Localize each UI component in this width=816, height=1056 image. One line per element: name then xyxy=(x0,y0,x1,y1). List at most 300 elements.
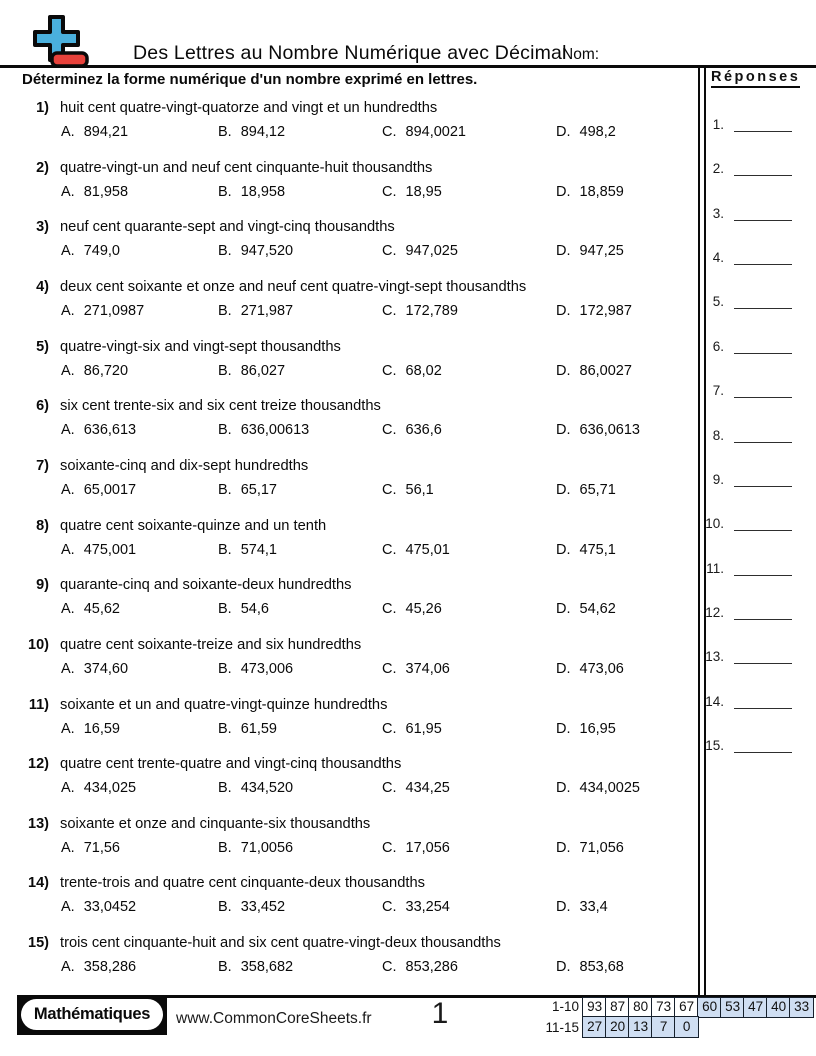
name-label: Nom: xyxy=(562,46,600,63)
answer-option-c xyxy=(382,780,450,796)
question-number: 12) xyxy=(28,756,49,773)
answer-option-a xyxy=(61,363,128,379)
answer-blank-line xyxy=(734,220,792,221)
question-block xyxy=(28,875,690,931)
answer-option-b xyxy=(218,243,293,259)
score-cell: 80 xyxy=(628,997,653,1018)
question-block xyxy=(28,577,690,633)
score-cell: 13 xyxy=(628,1016,653,1038)
score-range-label: 11-15 xyxy=(545,1019,579,1035)
answer-blank-number: 7. xyxy=(712,383,724,399)
option-letter: C. xyxy=(382,660,397,677)
question-number: 5) xyxy=(36,338,49,355)
option-value: 947,25 xyxy=(579,243,624,260)
answer-blank-line xyxy=(734,131,792,132)
option-value: 374,06 xyxy=(405,660,450,677)
answer-option-a xyxy=(61,482,136,498)
option-letter: C. xyxy=(382,959,397,976)
question-text: soixante et onze and cinquante-six thousandths xyxy=(60,815,371,832)
score-grid-row xyxy=(540,1018,814,1039)
answer-option-d xyxy=(556,542,616,558)
option-value: 172,987 xyxy=(579,302,632,319)
option-value: 33,0452 xyxy=(83,899,137,916)
option-letter: B. xyxy=(218,183,232,200)
option-value: 16,59 xyxy=(83,720,120,737)
question-block xyxy=(28,458,690,514)
option-value: 86,0027 xyxy=(579,362,632,379)
answer-option-b xyxy=(218,959,293,975)
answer-option-b xyxy=(218,721,277,737)
answer-option-b xyxy=(218,184,285,200)
answer-option-d xyxy=(556,363,632,379)
option-letter: A. xyxy=(61,601,75,618)
answer-blank-number: 9. xyxy=(712,471,724,487)
option-value: 434,25 xyxy=(405,780,450,797)
option-letter: C. xyxy=(382,243,397,260)
option-letter: A. xyxy=(61,302,75,319)
question-number: 15) xyxy=(28,935,49,952)
answer-option-d xyxy=(556,184,624,200)
answer-blank-line xyxy=(734,442,792,443)
header-divider xyxy=(0,65,816,68)
option-letter: D. xyxy=(556,422,571,439)
option-value: 475,001 xyxy=(83,541,137,558)
question-block xyxy=(28,100,690,156)
option-value: 271,987 xyxy=(240,302,294,319)
answer-option-a xyxy=(61,184,128,200)
question-block xyxy=(28,637,690,693)
score-cell: 0 xyxy=(674,1016,699,1038)
question-number: 11) xyxy=(28,696,49,713)
answer-blank-line xyxy=(734,663,792,664)
answer-blank-number: 2. xyxy=(712,161,724,177)
option-letter: D. xyxy=(556,302,571,319)
option-letter: A. xyxy=(61,720,75,737)
answer-option-b xyxy=(218,363,285,379)
option-letter: C. xyxy=(382,601,397,618)
option-letter: C. xyxy=(382,780,397,797)
answer-blank-item xyxy=(698,516,810,536)
option-value: 853,68 xyxy=(579,959,624,976)
option-letter: A. xyxy=(61,362,75,379)
option-letter: D. xyxy=(556,660,571,677)
answer-option-c xyxy=(382,721,442,737)
option-value: 498,2 xyxy=(579,124,616,140)
answer-option-a xyxy=(61,840,120,856)
option-letter: C. xyxy=(382,124,397,140)
question-number: 1) xyxy=(36,100,49,116)
option-letter: A. xyxy=(61,839,75,856)
answer-option-a xyxy=(61,601,120,617)
option-letter: B. xyxy=(218,243,232,260)
answer-option-c xyxy=(382,482,434,498)
answer-blank-item xyxy=(698,250,810,270)
option-value: 947,025 xyxy=(405,243,458,260)
score-grid-row xyxy=(540,997,814,1018)
question-block xyxy=(28,756,690,812)
option-letter: C. xyxy=(382,183,397,200)
score-cell: 53 xyxy=(720,997,745,1018)
answer-blank-line xyxy=(734,486,792,487)
option-value: 33,254 xyxy=(405,899,450,916)
option-value: 54,62 xyxy=(579,601,616,618)
option-value: 68,02 xyxy=(405,362,442,379)
answer-option-d xyxy=(556,243,624,259)
option-value: 18,958 xyxy=(240,183,286,200)
option-letter: A. xyxy=(61,660,75,677)
answer-blank-item xyxy=(698,206,810,226)
question-text: quarante-cinq and soixante-deux hundredths xyxy=(60,577,352,594)
option-value: 636,00613 xyxy=(240,422,310,439)
question-text: neuf cent quarante-sept and vingt-cinq thousandths xyxy=(60,219,395,236)
option-value: 434,0025 xyxy=(579,780,640,797)
answer-blank-line xyxy=(734,752,792,753)
answer-option-b xyxy=(218,422,309,438)
option-letter: C. xyxy=(382,362,397,379)
question-text: six cent trente-six and six cent treize thousandths xyxy=(60,398,381,415)
question-number: 8) xyxy=(36,517,49,534)
answer-blank-number: 11. xyxy=(706,560,724,576)
question-number: 14) xyxy=(28,875,49,892)
option-letter: B. xyxy=(218,959,232,976)
option-letter: C. xyxy=(382,422,397,439)
answer-blank-item xyxy=(698,117,810,137)
option-value: 434,520 xyxy=(240,780,294,797)
option-value: 33,4 xyxy=(579,899,608,916)
option-value: 475,01 xyxy=(405,541,450,558)
answer-blank-number: 8. xyxy=(712,427,724,443)
answer-option-c xyxy=(382,363,442,379)
option-value: 947,520 xyxy=(240,243,294,260)
question-block xyxy=(28,398,690,454)
question-number: 9) xyxy=(36,577,49,594)
answer-option-a xyxy=(61,780,136,796)
answer-option-d xyxy=(556,899,608,915)
question-number: 4) xyxy=(36,278,49,295)
option-value: 475,1 xyxy=(579,541,616,558)
answer-blank-number: 5. xyxy=(712,294,724,310)
option-value: 65,17 xyxy=(240,481,277,498)
answer-option-b xyxy=(218,601,269,617)
option-value: 374,60 xyxy=(83,660,129,677)
question-block xyxy=(28,816,690,872)
option-value: 61,59 xyxy=(240,720,277,737)
option-letter: B. xyxy=(218,302,232,319)
option-value: 45,62 xyxy=(83,601,120,618)
answer-option-d xyxy=(556,124,616,140)
question-block xyxy=(28,279,690,335)
option-value: 636,613 xyxy=(83,422,137,439)
option-letter: D. xyxy=(556,601,571,618)
answer-option-a xyxy=(61,303,144,319)
option-value: 172,789 xyxy=(405,302,458,319)
option-letter: B. xyxy=(218,541,232,558)
answer-blank-item xyxy=(698,649,810,669)
answer-blank-line xyxy=(734,397,792,398)
question-block xyxy=(28,697,690,753)
option-value: 749,0 xyxy=(83,243,120,260)
answer-blank-line xyxy=(734,175,792,176)
answer-blank-line xyxy=(734,575,792,576)
answer-option-b xyxy=(218,124,285,140)
score-cell: 7 xyxy=(651,1016,676,1038)
answer-blank-item xyxy=(698,605,810,625)
page-number: 1 xyxy=(431,997,449,1030)
option-letter: B. xyxy=(218,362,232,379)
option-letter: A. xyxy=(61,124,75,140)
answer-option-b xyxy=(218,840,293,856)
answer-blank-line xyxy=(734,530,792,531)
score-cell: 73 xyxy=(651,997,676,1018)
commoncoresheets-logo-icon xyxy=(20,13,92,71)
option-letter: D. xyxy=(556,124,571,140)
option-value: 71,56 xyxy=(83,839,120,856)
option-value: 71,0056 xyxy=(240,839,294,856)
option-letter: D. xyxy=(556,959,571,976)
option-value: 16,95 xyxy=(579,720,616,737)
answer-blank-item xyxy=(698,561,810,581)
option-letter: B. xyxy=(218,422,232,439)
question-text: huit cent quatre-vingt-quatorze and vingt et un hundredths xyxy=(60,100,438,116)
answer-blank-number: 14. xyxy=(705,693,724,709)
answer-option-c xyxy=(382,184,442,200)
answer-option-c xyxy=(382,542,450,558)
score-cell: 33 xyxy=(789,997,814,1018)
option-value: 33,452 xyxy=(240,899,286,916)
answers-header: Réponses xyxy=(711,69,800,88)
option-letter: D. xyxy=(556,243,571,260)
page-title: Des Lettres au Nombre Numérique avec Décimal xyxy=(133,42,567,64)
option-letter: C. xyxy=(382,839,397,856)
score-cell: 67 xyxy=(674,997,699,1018)
answer-option-a xyxy=(61,124,128,140)
answer-blank-line xyxy=(734,353,792,354)
option-value: 636,0613 xyxy=(579,422,640,439)
answer-option-d xyxy=(556,422,640,438)
option-letter: A. xyxy=(61,183,75,200)
question-block xyxy=(28,518,690,574)
option-value: 894,0021 xyxy=(405,124,466,140)
answer-option-c xyxy=(382,601,442,617)
question-number: 6) xyxy=(36,398,49,415)
answer-blank-line xyxy=(734,708,792,709)
option-letter: D. xyxy=(556,720,571,737)
option-letter: A. xyxy=(61,959,75,976)
answer-blank-line xyxy=(734,264,792,265)
answer-option-c xyxy=(382,303,458,319)
answer-blank-item xyxy=(698,428,810,448)
answer-option-a xyxy=(61,721,120,737)
option-letter: A. xyxy=(61,422,75,439)
option-letter: B. xyxy=(218,839,232,856)
answer-option-b xyxy=(218,482,277,498)
question-number: 10) xyxy=(28,636,49,653)
answer-option-a xyxy=(61,542,136,558)
option-value: 636,6 xyxy=(405,422,442,439)
answer-option-d xyxy=(556,661,624,677)
answer-blank-number: 6. xyxy=(712,338,724,354)
question-text: deux cent soixante et onze and neuf cent quatre-vingt-sept thousandths xyxy=(60,278,527,295)
option-letter: B. xyxy=(218,601,232,618)
answer-option-d xyxy=(556,721,616,737)
answer-option-a xyxy=(61,422,136,438)
option-letter: A. xyxy=(61,899,75,916)
option-letter: B. xyxy=(218,899,232,916)
option-value: 18,859 xyxy=(579,183,624,200)
answer-blank-item xyxy=(698,383,810,403)
score-grid xyxy=(540,997,814,1038)
option-value: 86,027 xyxy=(240,362,286,379)
option-value: 56,1 xyxy=(405,481,434,498)
question-block xyxy=(28,339,690,395)
question-text: quatre-vingt-un and neuf cent cinquante-huit thousandths xyxy=(60,159,433,176)
question-number: 2) xyxy=(36,159,49,176)
answer-blank-number: 3. xyxy=(712,205,724,221)
option-value: 65,0017 xyxy=(83,481,137,498)
option-letter: C. xyxy=(382,720,397,737)
answer-blank-number: 12. xyxy=(705,604,724,620)
website-text: www.CommonCoreSheets.fr xyxy=(176,1010,372,1027)
option-value: 358,682 xyxy=(240,959,294,976)
instruction-text: Déterminez la forme numérique d'un nombre exprimé en lettres. xyxy=(22,71,478,88)
option-value: 71,056 xyxy=(579,839,624,856)
question-block xyxy=(28,219,690,275)
question-block xyxy=(28,160,690,216)
answer-blank-line xyxy=(734,619,792,620)
option-value: 18,95 xyxy=(405,183,442,200)
answer-option-d xyxy=(556,601,616,617)
option-letter: B. xyxy=(218,481,232,498)
question-text: trois cent cinquante-huit and six cent quatre-vingt-deux thousandths xyxy=(60,935,501,952)
answer-option-a xyxy=(61,899,136,915)
answer-option-c xyxy=(382,124,466,140)
option-letter: C. xyxy=(382,541,397,558)
answer-option-d xyxy=(556,959,624,975)
score-cell: 27 xyxy=(582,1016,607,1038)
option-value: 473,006 xyxy=(240,660,294,677)
answer-option-c xyxy=(382,661,450,677)
answer-blank-item xyxy=(698,339,810,359)
option-value: 473,06 xyxy=(579,660,624,677)
answer-option-d xyxy=(556,303,632,319)
answer-blank-number: 1. xyxy=(712,117,724,132)
option-letter: B. xyxy=(218,720,232,737)
option-value: 574,1 xyxy=(240,541,277,558)
option-value: 54,6 xyxy=(240,601,269,618)
answer-option-c xyxy=(382,840,450,856)
answer-blank-item xyxy=(698,472,810,492)
option-value: 434,025 xyxy=(83,780,137,797)
answer-option-b xyxy=(218,542,277,558)
question-text: quatre cent soixante-quinze and un tenth xyxy=(60,517,327,534)
answer-blank-item xyxy=(698,694,810,714)
option-value: 45,26 xyxy=(405,601,442,618)
question-text: soixante et un and quatre-vingt-quinze hundredths xyxy=(60,696,388,713)
option-letter: D. xyxy=(556,481,571,498)
option-letter: B. xyxy=(218,660,232,677)
option-letter: B. xyxy=(218,124,232,140)
answer-option-c xyxy=(382,899,450,915)
answer-option-a xyxy=(61,661,128,677)
answer-blank-line xyxy=(734,308,792,309)
option-value: 358,286 xyxy=(83,959,137,976)
option-value: 81,958 xyxy=(83,183,129,200)
option-letter: D. xyxy=(556,899,571,916)
answer-blank-item xyxy=(698,738,810,758)
answer-option-d xyxy=(556,780,640,796)
answer-option-b xyxy=(218,780,293,796)
score-cell: 93 xyxy=(582,997,607,1018)
question-number: 7) xyxy=(36,457,49,474)
answer-blank-number: 10. xyxy=(705,516,724,532)
option-value: 65,71 xyxy=(579,481,616,498)
answer-option-b xyxy=(218,303,293,319)
question-text: quatre cent trente-quatre and vingt-cinq thousandths xyxy=(60,756,402,773)
brand-pill xyxy=(21,999,163,1030)
score-range-label: 1-10 xyxy=(551,999,579,1014)
answer-blank-number: 4. xyxy=(712,250,724,266)
answer-option-b xyxy=(218,899,285,915)
answer-option-d xyxy=(556,482,616,498)
answer-option-c xyxy=(382,243,458,259)
answer-option-b xyxy=(218,661,293,677)
option-value: 86,720 xyxy=(83,362,129,379)
answer-blank-item xyxy=(698,294,810,314)
option-letter: B. xyxy=(218,780,232,797)
option-value: 61,95 xyxy=(405,720,442,737)
option-value: 853,286 xyxy=(405,959,458,976)
answer-blank-item xyxy=(698,161,810,181)
question-text: trente-trois and quatre cent cinquante-deux thousandths xyxy=(60,875,425,892)
option-letter: C. xyxy=(382,302,397,319)
option-letter: A. xyxy=(61,541,75,558)
answer-option-d xyxy=(556,840,624,856)
score-cell: 47 xyxy=(743,997,768,1018)
option-value: 17,056 xyxy=(405,839,450,856)
option-letter: D. xyxy=(556,541,571,558)
question-number: 13) xyxy=(28,815,49,832)
option-letter: A. xyxy=(61,780,75,797)
option-letter: D. xyxy=(556,362,571,379)
option-letter: C. xyxy=(382,481,397,498)
question-block xyxy=(28,935,690,991)
option-value: 271,0987 xyxy=(83,302,145,319)
answer-option-a xyxy=(61,243,120,259)
answer-blank-number: 15. xyxy=(705,738,724,754)
option-letter: A. xyxy=(61,481,75,498)
option-value: 894,21 xyxy=(83,124,129,140)
answer-option-c xyxy=(382,422,442,438)
option-letter: D. xyxy=(556,780,571,797)
option-letter: A. xyxy=(61,243,75,260)
option-letter: C. xyxy=(382,899,397,916)
score-cell: 60 xyxy=(697,997,722,1018)
question-text: quatre cent soixante-treize and six hundredths xyxy=(60,636,362,653)
score-cell: 87 xyxy=(605,997,630,1018)
option-letter: D. xyxy=(556,839,571,856)
brand-label: Mathématiques xyxy=(33,1005,151,1023)
answer-blank-number: 13. xyxy=(705,649,724,665)
answer-option-a xyxy=(61,959,136,975)
option-letter: D. xyxy=(556,183,571,200)
question-number: 3) xyxy=(36,219,49,236)
option-value: 894,12 xyxy=(240,124,286,140)
answer-option-c xyxy=(382,959,458,975)
question-text: quatre-vingt-six and vingt-sept thousandths xyxy=(60,338,341,355)
score-cell: 20 xyxy=(605,1016,630,1038)
score-cell: 40 xyxy=(766,997,791,1018)
question-text: soixante-cinq and dix-sept hundredths xyxy=(60,457,309,474)
